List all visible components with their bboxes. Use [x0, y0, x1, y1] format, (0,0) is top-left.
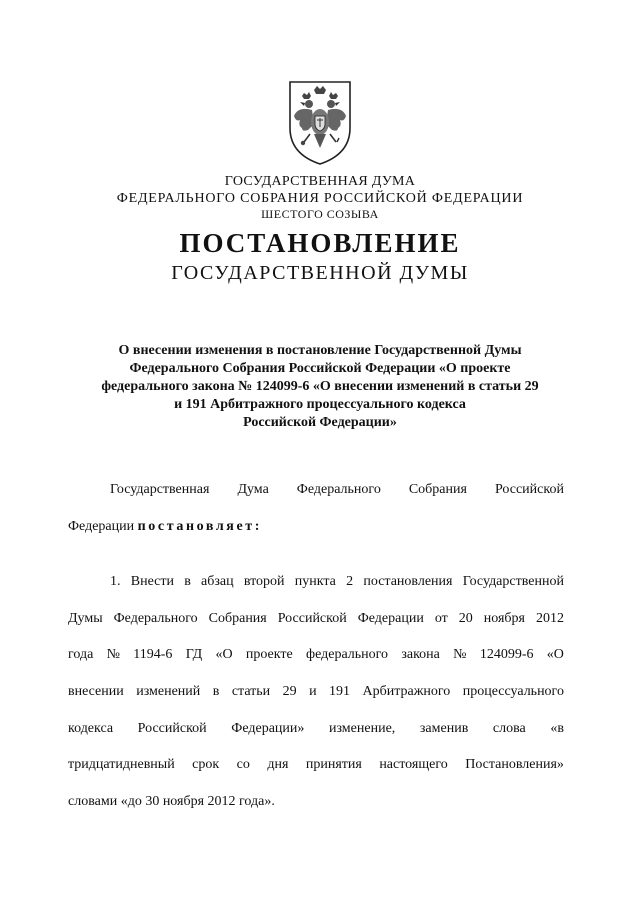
paragraph-line — [68, 609, 564, 646]
word: изменение, — [328, 720, 396, 736]
preamble-start: Федерации — [68, 519, 135, 534]
word: года — [68, 647, 94, 663]
word: принятия — [305, 757, 362, 773]
word: процессуального — [462, 684, 564, 700]
word: Внести — [130, 574, 174, 589]
preamble-line2 — [68, 519, 564, 535]
preamble-word: Дума — [237, 482, 269, 497]
word: Федерации» — [231, 720, 305, 736]
word: Государственной — [462, 574, 564, 589]
word: тридцатидневный — [68, 757, 175, 773]
word: внесении — [68, 684, 124, 700]
word: срок — [192, 757, 220, 773]
word: Собрания — [208, 610, 267, 626]
word: № — [106, 647, 120, 663]
word: 1. — [110, 574, 121, 589]
word: пункта — [294, 574, 336, 589]
word: слова — [492, 720, 526, 736]
paragraph-line — [68, 645, 564, 682]
org-name-line1: ГОСУДАРСТВЕННАЯ ДУМА — [224, 174, 416, 189]
word: заменив — [419, 720, 469, 736]
word: и — [309, 684, 317, 700]
word: дня — [267, 757, 289, 773]
org-name-line2: ФЕДЕРАЛЬНОГО СОБРАНИЯ РОССИЙСКОЙ ФЕДЕРАЦИИ — [116, 191, 524, 206]
word: в — [184, 574, 191, 589]
word: Российской — [137, 720, 207, 736]
word: 2 — [346, 574, 354, 589]
double-headed-eagle-icon — [276, 76, 364, 168]
paragraph-line — [68, 719, 564, 756]
paragraph-line — [68, 755, 564, 792]
word: изменений — [136, 684, 201, 700]
word: 1194-6 — [133, 647, 173, 663]
heading-line: О внесении изменения в постановление Государственной Думы — [118, 343, 522, 358]
word: 2012 — [535, 610, 564, 626]
word: 29 — [282, 684, 297, 700]
word: «в — [550, 720, 564, 736]
paragraph-line — [68, 682, 564, 719]
word: от — [434, 610, 448, 626]
paragraph-line — [68, 792, 564, 829]
word: абзац — [201, 574, 234, 589]
word: Думы — [68, 610, 103, 626]
word: второй — [243, 574, 285, 589]
word: № — [453, 647, 467, 663]
word: статьи — [231, 684, 271, 700]
word: Федерального — [113, 610, 198, 626]
word: кодекса — [68, 720, 114, 736]
preamble-word: Российской — [494, 482, 564, 497]
word: ГД — [185, 647, 203, 663]
word: Федерации — [357, 610, 424, 626]
paragraph-1 — [68, 572, 564, 829]
preamble-word: Собрания — [408, 482, 467, 497]
word: настоящего — [379, 757, 448, 773]
resolution-heading — [60, 342, 580, 432]
paragraph-line-text: словами «до 30 ноября 2012 года». — [68, 794, 275, 810]
word: «О — [546, 647, 564, 663]
word: 124099-6 — [479, 647, 534, 663]
heading-line: и 191 Арбитражного процессуального кодекса — [174, 397, 466, 412]
coat-of-arms-emblem — [276, 76, 364, 168]
word: Арбитражного — [362, 684, 451, 700]
word: Постановления» — [465, 757, 564, 773]
word: федерального — [306, 647, 389, 663]
word: со — [236, 757, 250, 773]
preamble-word: Государственная — [110, 482, 210, 497]
heading-line: федерального закона № 124099-6 «О внесении изменений в статьи 29 — [101, 379, 539, 394]
word: постановления — [363, 574, 453, 589]
preamble-line1 — [68, 482, 564, 498]
word: закона — [401, 647, 440, 663]
resolves-keyword: постановляет: — [137, 519, 263, 534]
word: проекте — [245, 647, 293, 663]
document-subtitle: ГОСУДАРСТВЕННОЙ ДУМЫ — [171, 262, 469, 284]
preamble-word: Федерального — [296, 482, 381, 497]
convocation-label: ШЕСТОГО СОЗЫВА — [261, 207, 379, 221]
paragraph-line — [68, 572, 564, 609]
word: ноября — [483, 610, 525, 626]
word: 191 — [329, 684, 351, 700]
heading-line: Федерального Собрания Российской Федерации «О проекте — [129, 361, 511, 376]
word: в — [212, 684, 220, 700]
word: «О — [215, 647, 233, 663]
heading-line: Российской Федерации» — [243, 415, 397, 430]
word: Российской — [277, 610, 347, 626]
document-title: ПОСТАНОВЛЕНИЕ — [179, 228, 461, 258]
word: 20 — [458, 610, 473, 626]
